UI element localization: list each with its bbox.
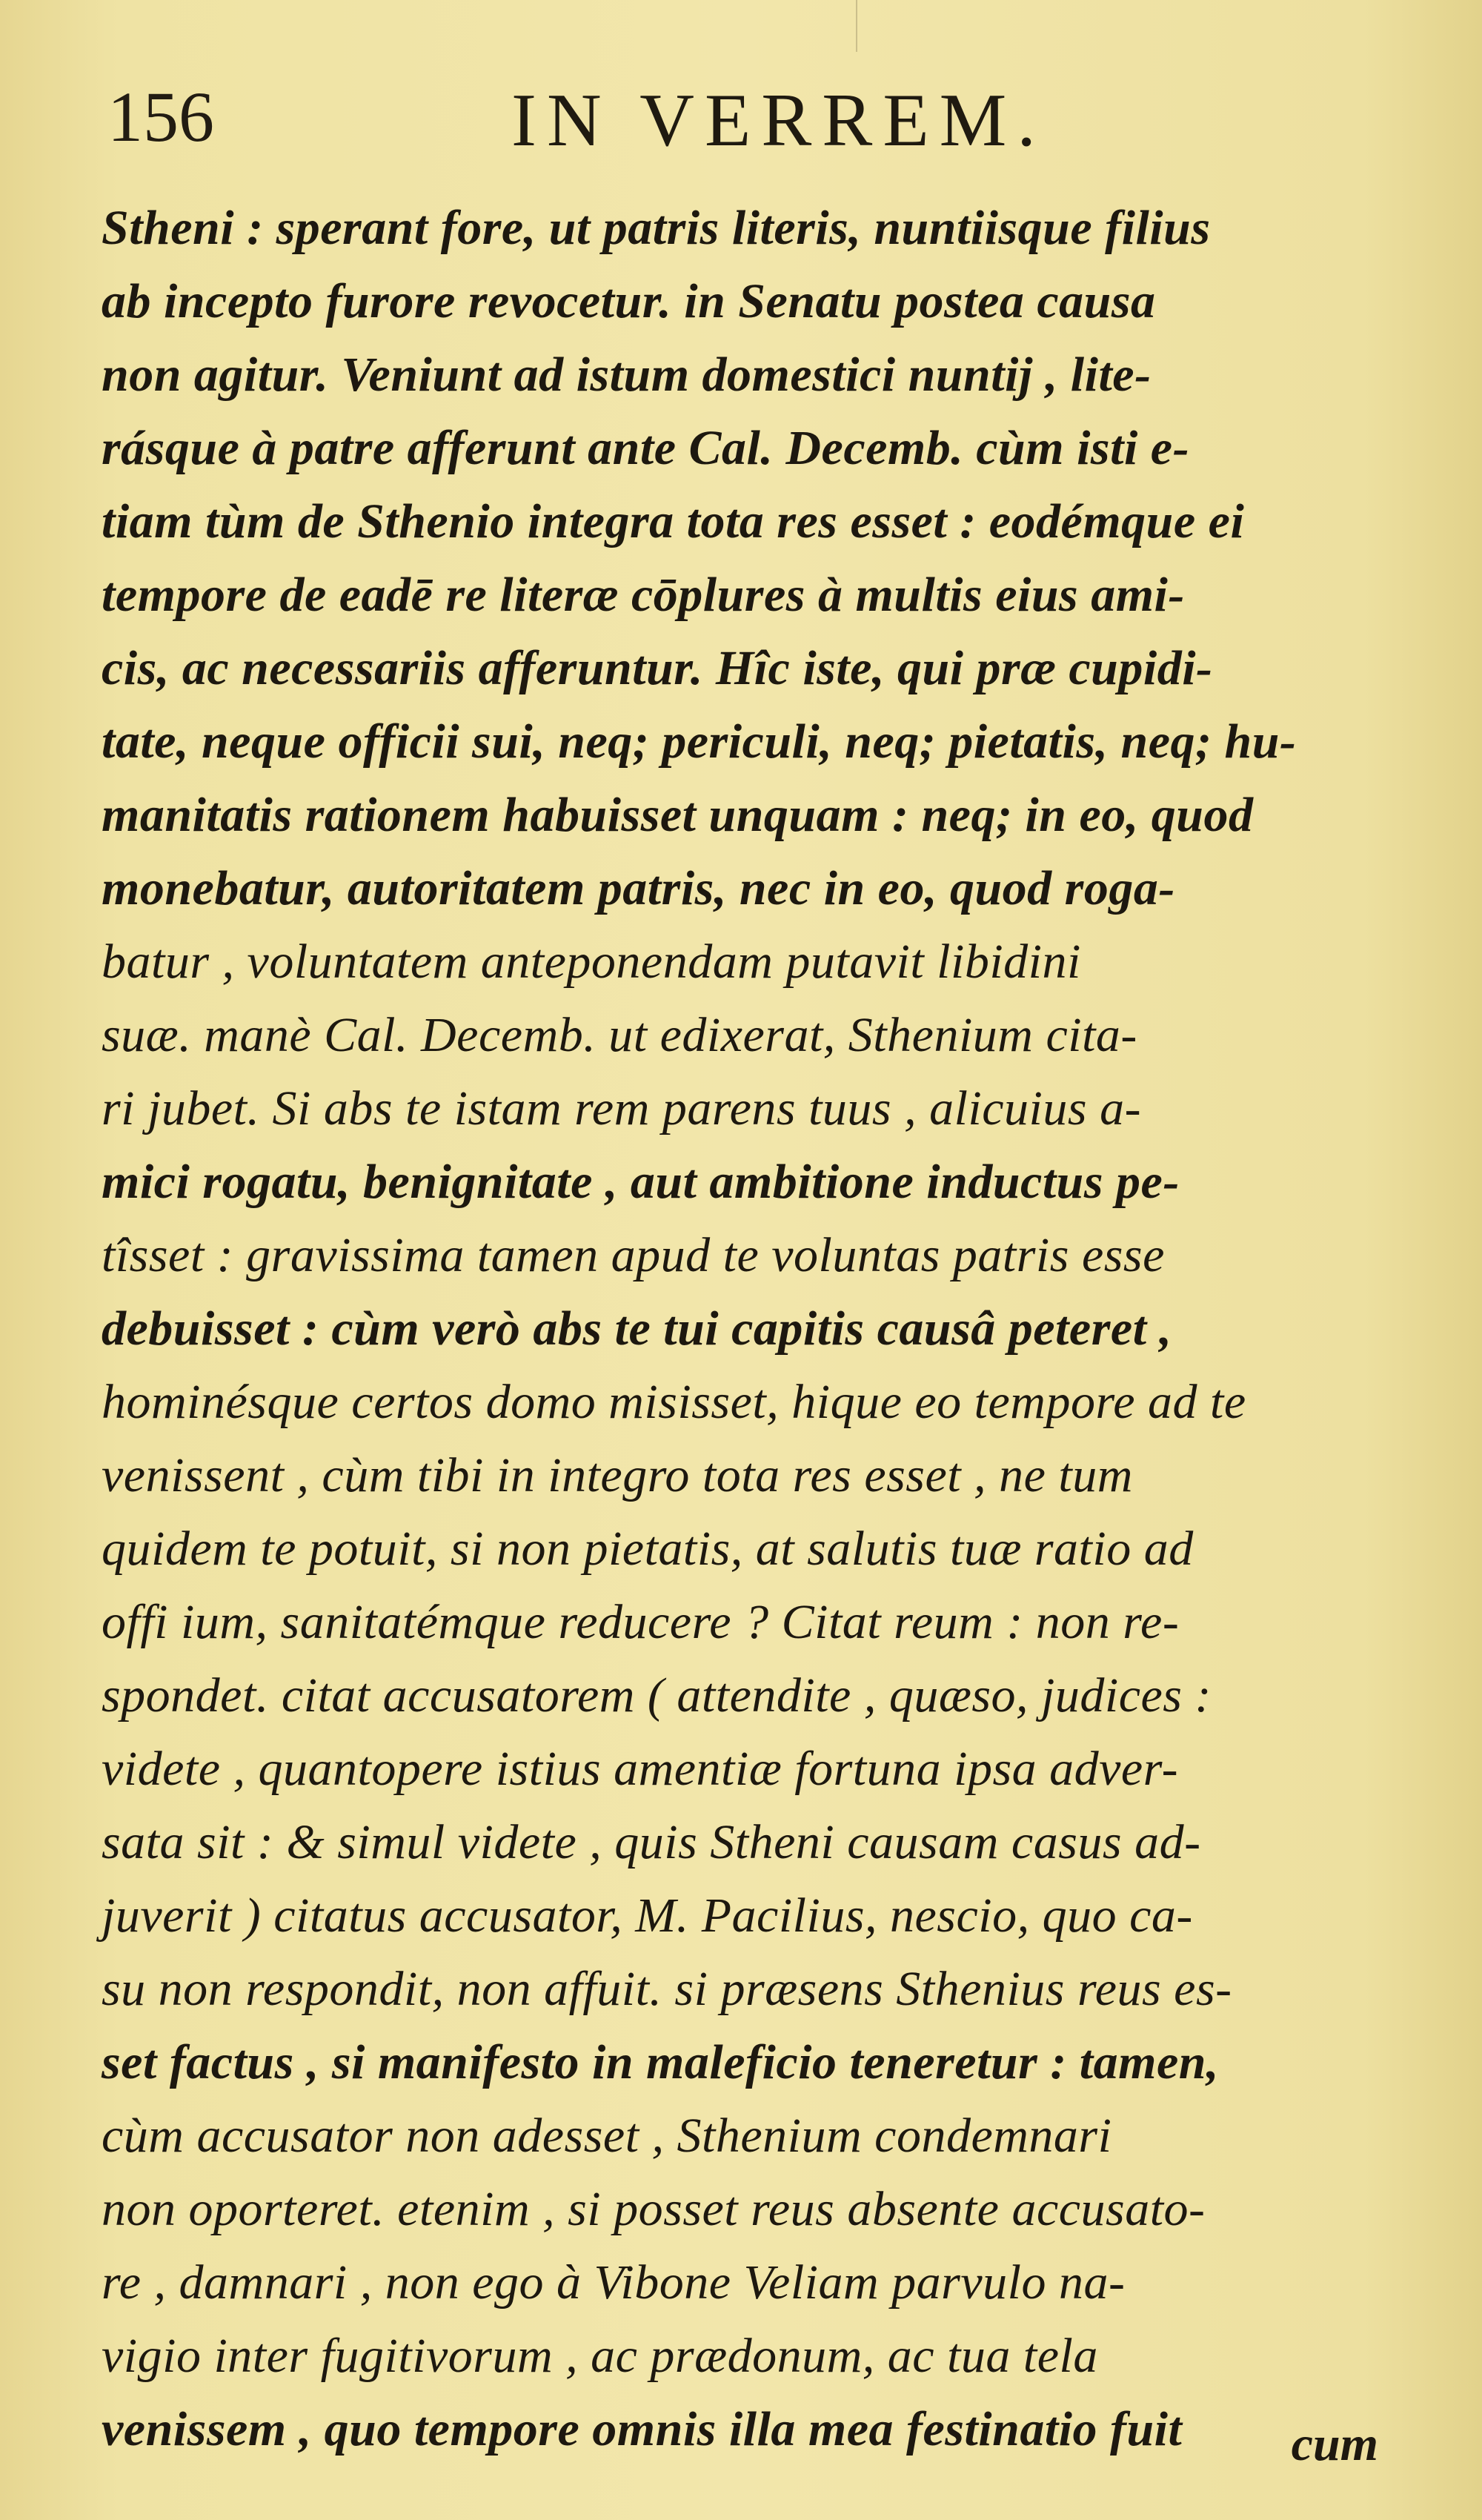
page-number: 156 <box>107 77 214 156</box>
text-line: juverit ) citatus accusator, M. Pacilius, nescio, quo ca- <box>102 1889 1193 1943</box>
text-line: ab incepto furore revocetur. in Senatu postea causa <box>102 274 1156 328</box>
text-line: venissent , cùm tibi in integro tota res esset , ne tum <box>102 1448 1133 1502</box>
catchword: cum <box>1291 2417 1378 2471</box>
text-line: non oporteret. etenim , si posset reus absente accusato- <box>102 2182 1206 2236</box>
text-line: tate, neque officii sui, neq; periculi, neq; pietatis, neq; hu- <box>102 714 1297 769</box>
body-text <box>102 191 1406 2466</box>
text-line: manitatis rationem habuisset unquam : neq; in eo, quod <box>102 788 1254 842</box>
text-line: suæ. manè Cal. Decemb. ut edixerat, Sthenium cita- <box>102 1008 1137 1062</box>
text-line: quidem te potuit, si non pietatis, at salutis tuæ ratio ad <box>102 1522 1194 1576</box>
text-line: re , damnari , non ego à Vibone Veliam parvulo na- <box>102 2255 1126 2310</box>
text-line: set factus , si manifesto in maleficio teneretur : tamen, <box>102 2035 1219 2089</box>
text-line: spondet. citat accusatorem ( attendite , quæso, judices : <box>102 1668 1212 1722</box>
text-line: vigio inter fugitivorum , ac prædonum, ac tua tela <box>102 2329 1098 2383</box>
text-line: tempore de eadē re literæ cōplures à multis eius ami- <box>102 568 1185 622</box>
text-line: offi ium, sanitatémque reducere ? Citat reum : non re- <box>102 1595 1180 1649</box>
text-line: hominésque certos domo misisset, hique eo tempore ad te <box>102 1375 1246 1429</box>
text-line: sata sit : & simul videte , quis Stheni causam casus ad- <box>102 1815 1201 1869</box>
text-line: monebatur, autoritatem patris, nec in eo, quod roga- <box>102 861 1175 915</box>
top-gutter-line <box>856 0 857 52</box>
page-header <box>0 68 1482 179</box>
text-line: su non respondit, non affuit. si præsens Sthenius reus es- <box>102 1962 1232 2016</box>
text-line: rásque à patre afferunt ante Cal. Decemb. cùm isti e- <box>102 421 1190 475</box>
text-line: tîsset : gravissima tamen apud te voluntas patris esse <box>102 1228 1165 1282</box>
text-line: videte , quantopere istius amentiæ fortuna ipsa adver- <box>102 1742 1179 1796</box>
text-line: cis, ac necessariis afferuntur. Hîc iste, qui præ cupidi- <box>102 641 1213 695</box>
text-line: venissem , quo tempore omnis illa mea festinatio fuit <box>102 2402 1183 2456</box>
text-line: cùm accusator non adesset , Sthenium condemnari <box>102 2109 1112 2163</box>
text-line: tiam tùm de Sthenio integra tota res esset : eodémque ei <box>102 494 1245 548</box>
text-line: mici rogatu, benignitate , aut ambitione inductus pe- <box>102 1155 1180 1209</box>
text-line: debuisset : cùm verò abs te tui capitis causâ peteret , <box>102 1302 1172 1356</box>
text-line: non agitur. Veniunt ad istum domestici nuntij , lite- <box>102 348 1152 402</box>
text-line: ri jubet. Si abs te istam rem parens tuus , alicuius a- <box>102 1081 1142 1135</box>
running-head: IN VERREM. <box>511 79 1046 162</box>
text-line: Stheni : sperant fore, ut patris literis, nuntiisque filius <box>102 201 1211 255</box>
text-line: batur , voluntatem anteponendam putavit libidini <box>102 935 1081 989</box>
